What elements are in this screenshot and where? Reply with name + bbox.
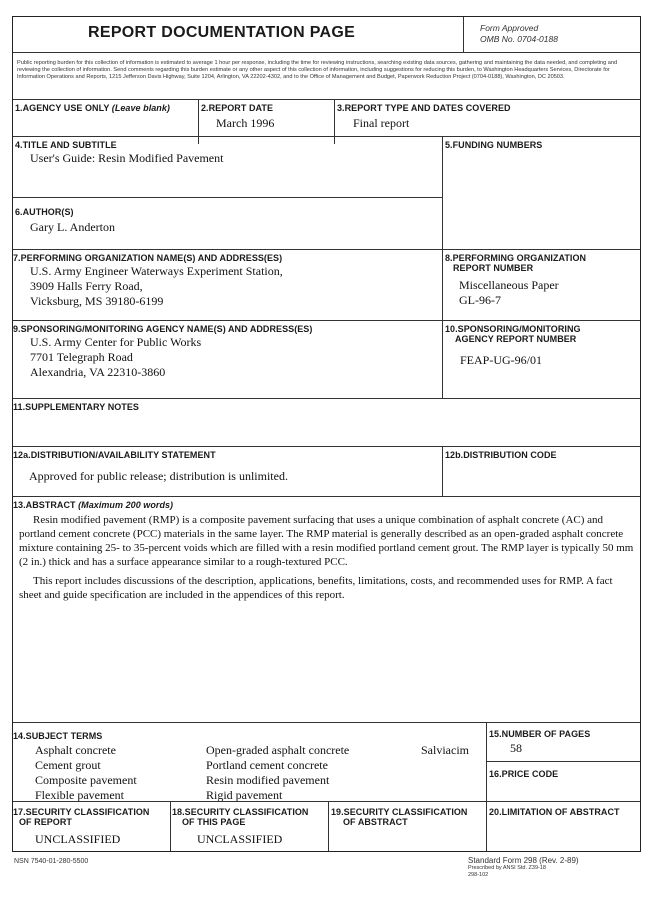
security-abstract-label: 19.SECURITY CLASSIFICATION OF ABSTRACT (331, 807, 468, 827)
subject-term: Portland cement concrete (206, 758, 328, 772)
subject-term: Salviacim (421, 743, 469, 757)
sponsoring-agency-cell (13, 320, 443, 398)
subject-term: Composite pavement (35, 773, 137, 787)
abstract-paragraph: Resin modified pavement (RMP) is a composite pavement surfacing that uses a unique combination of asphalt concrete (AC) and portland cement concrete (PCC) materials in the same layer. The RMP material is generally described as an open-graded asphalt concrete mixture containing 25- to 35-percent voids which are filled with a resin modified portland cement grout. The RMP layer is typically 50 mm (2 in.) thick and has a surface appearance similar to a rough-textured PCC. (19, 514, 634, 568)
address-line: Vicksburg, MS 39180-6199 (30, 294, 164, 308)
price-code-label: 16.PRICE CODE (489, 769, 559, 779)
authors-cell (13, 197, 443, 257)
omb-approval (480, 23, 558, 45)
performing-org-label: 7.PERFORMING ORGANIZATION NAME(S) AND ADDRESS(ES) (13, 253, 283, 263)
address-line: U.S. Army Center for Public Works (30, 335, 202, 349)
address-line: Alexandria, VA 22310-3860 (30, 365, 166, 379)
sponsoring-report-number-value: FEAP-UG-96/01 (460, 353, 543, 367)
security-report-label: 17.SECURITY CLASSIFICATION OF REPORT (13, 807, 150, 827)
performing-org-address (30, 264, 283, 309)
sponsoring-agency-address (30, 335, 201, 380)
performing-org-cell (13, 249, 443, 320)
title-subtitle-cell (13, 136, 443, 197)
limitation-abstract-label: 20.LIMITATION OF ABSTRACT (489, 807, 620, 817)
address-line: U.S. Army Engineer Waterways Experiment Station, (30, 264, 283, 278)
supplementary-notes-label: 11.SUPPLEMENTARY NOTES (13, 402, 139, 412)
report-date-label: 2.REPORT DATE (201, 103, 273, 113)
security-page-value: UNCLASSIFIED (197, 832, 283, 846)
subject-term: Flexible pavement (35, 788, 124, 802)
subject-term: Resin modified pavement (206, 773, 330, 787)
title-subtitle-label: 4.TITLE AND SUBTITLE (15, 140, 117, 150)
subject-terms-col1 (35, 743, 137, 803)
security-abstract-cell (329, 801, 487, 851)
burden-statement: Public reporting burden for this collection of information is estimated to average 1 hour per response, including the time for reviewing instructions, searching existing data sources, gathering and maintaining the data needed, and completing and reviewing the collection of information. Send comments regarding this burden estimate or any other aspect of this collection of information, including suggestions for reducing this burden, to Washington Headquarters Services, Directorate for Information Operations and Reports, 1215 Jefferson Davis Highway, Suite 1204, Arlington, VA 22202-4302, and to the Office of Management and Budget, Paperwork Reduction Project (0704-0188), Washington, DC 20503. (17, 60, 618, 81)
subject-term: Open-graded asphalt concrete (206, 743, 350, 757)
subject-term: Asphalt concrete (35, 743, 116, 757)
security-page-label: 18.SECURITY CLASSIFICATION OF THIS PAGE (172, 807, 309, 827)
report-type-label: 3.REPORT TYPE AND DATES COVERED (337, 103, 511, 113)
subject-term: Cement grout (35, 758, 101, 772)
report-type-value: Final report (353, 116, 410, 130)
performing-report-number-cell (443, 249, 640, 320)
report-date-value: March 1996 (216, 116, 275, 130)
form-code: 298-102 (468, 872, 489, 878)
sponsoring-report-number-label: 10.SPONSORING/MONITORING AGENCY REPORT NUMBER (445, 324, 581, 344)
title-subtitle-value: User's Guide: Resin Modified Pavement (30, 151, 224, 165)
agency-use-label: 1.AGENCY USE ONLY (Leave blank) (15, 103, 170, 113)
form-approved-text: Form Approved (480, 23, 539, 33)
standard-form-info (468, 856, 579, 879)
authors-value: Gary L. Anderton (30, 220, 115, 234)
distribution-code-cell (443, 446, 640, 496)
number-of-pages-label: 15.NUMBER OF PAGES (489, 729, 591, 739)
subject-terms-cell (13, 722, 487, 801)
address-line: 7701 Telegraph Road (30, 350, 133, 364)
supplementary-notes-cell (13, 398, 640, 446)
performing-report-number-value: Miscellaneous Paper GL-96-7 (459, 278, 559, 307)
abstract-label: 13.ABSTRACT (Maximum 200 words) (13, 500, 174, 510)
distribution-code-label: 12b.DISTRIBUTION CODE (445, 450, 557, 460)
report-documentation-form (12, 16, 641, 852)
sponsoring-agency-label: 9.SPONSORING/MONITORING AGENCY NAME(S) AND ADDRESS(ES) (13, 324, 313, 334)
distribution-statement-label: 12a.DISTRIBUTION/AVAILABILITY STATEMENT (13, 450, 216, 460)
nsn-number: NSN 7540-01-280-5500 (14, 858, 89, 865)
prescribed-by: Prescribed by ANSI Std. Z39-18 (468, 865, 546, 871)
distribution-statement-value: Approved for public release; distribution is unlimited. (29, 469, 288, 483)
number-of-pages-cell (487, 722, 640, 761)
distribution-statement-cell (13, 446, 443, 496)
abstract-paragraph: This report includes discussions of the description, applications, benefits, limitations, costs, and recommended uses for RMP. A fact sheet and guide specification are included in the appendices of this report. (19, 575, 613, 601)
performing-report-number-label: 8.PERFORMING ORGANIZATION REPORT NUMBER (445, 253, 587, 273)
security-page-cell (171, 801, 329, 851)
header-title-cell (13, 17, 464, 52)
subject-terms-label: 14.SUBJECT TERMS (13, 731, 103, 741)
number-of-pages-value: 58 (510, 741, 522, 755)
sponsoring-report-number-cell (443, 320, 640, 398)
page-title: REPORT DOCUMENTATION PAGE (88, 24, 356, 41)
subject-terms-col2 (206, 743, 349, 803)
abstract-text (19, 513, 636, 607)
limitation-abstract-cell (487, 801, 640, 851)
security-report-value: UNCLASSIFIED (35, 832, 121, 846)
address-line: 3909 Halls Ferry Road, (30, 279, 143, 293)
authors-label: 6.AUTHOR(S) (15, 207, 74, 217)
funding-numbers-label: 5.FUNDING NUMBERS (445, 140, 543, 150)
price-code-cell (487, 761, 640, 801)
subject-terms-col3 (421, 743, 469, 758)
omb-number: OMB No. 0704-0188 (480, 34, 558, 44)
security-report-cell (13, 801, 171, 851)
funding-numbers-cell (443, 136, 640, 257)
standard-form-label: Standard Form 298 (Rev. 2-89) (468, 856, 579, 865)
subject-term: Rigid pavement (206, 788, 283, 802)
